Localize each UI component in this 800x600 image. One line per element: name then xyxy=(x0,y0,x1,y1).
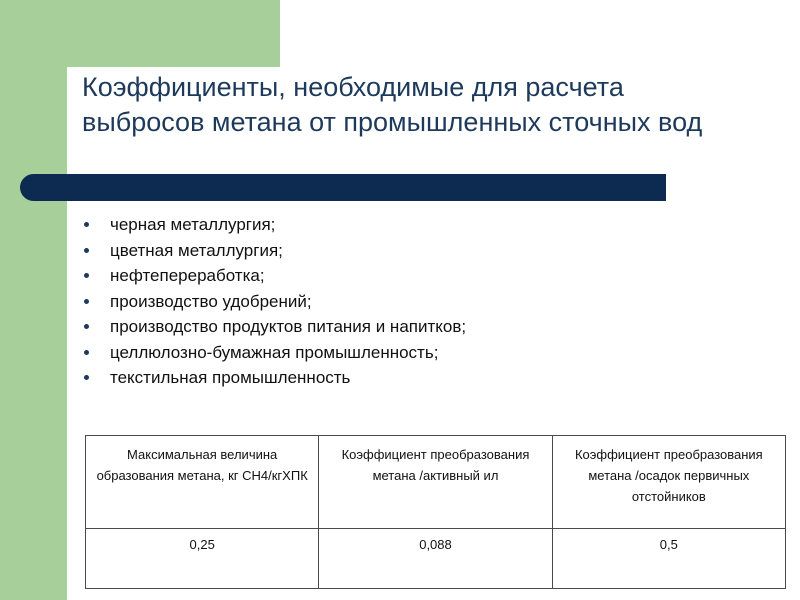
table-cell: 0,088 xyxy=(319,529,552,589)
bullet-item xyxy=(82,365,466,391)
bullet-dot-icon xyxy=(84,248,89,253)
decorative-green-strip xyxy=(0,0,67,600)
slide-title: Коэффициенты, необходимые для расчета выбросов метана от промышленных сточных вод xyxy=(82,72,703,137)
bullet-dot-icon xyxy=(84,324,89,329)
bullet-dot-icon xyxy=(84,299,89,304)
bullet-item xyxy=(82,340,466,366)
table-cell: 0,5 xyxy=(552,529,785,589)
table-header-cell: Коэффициент преобразования метана /осадок первичных отстойников xyxy=(552,436,785,529)
industry-bullet-list xyxy=(82,212,466,391)
bullet-text: производство удобрений; xyxy=(110,291,312,311)
bullet-text: целлюлозно-бумажная промышленность; xyxy=(110,342,439,362)
bullet-text: черная металлургия; xyxy=(110,215,276,234)
bullet-dot-icon xyxy=(84,375,89,380)
bullet-dot-icon xyxy=(84,350,89,355)
coefficients-table xyxy=(85,435,786,589)
title-underline-bar xyxy=(20,174,666,201)
bullet-dot-icon xyxy=(84,273,89,278)
bullet-text: текстильная промышленность xyxy=(110,368,351,387)
table-header-cell: Максимальная величина образования метана, кг СН4/кгХПК xyxy=(86,436,319,529)
table-row xyxy=(86,529,786,589)
bullet-item xyxy=(82,289,466,315)
bullet-text: производство продуктов питания и напитков; xyxy=(110,317,467,336)
table-header-row xyxy=(86,436,786,529)
bullet-item xyxy=(82,238,466,264)
bullet-dot-icon xyxy=(84,222,89,227)
bullet-text: нефтепереработка; xyxy=(110,266,265,285)
bullet-item xyxy=(82,314,466,340)
table-header-cell: Коэффициент преобразования метана /активный ил xyxy=(319,436,552,529)
bullet-item xyxy=(82,263,466,289)
table-cell: 0,25 xyxy=(86,529,319,589)
bullet-text: цветная металлургия; xyxy=(110,240,283,260)
bullet-item xyxy=(82,212,466,238)
